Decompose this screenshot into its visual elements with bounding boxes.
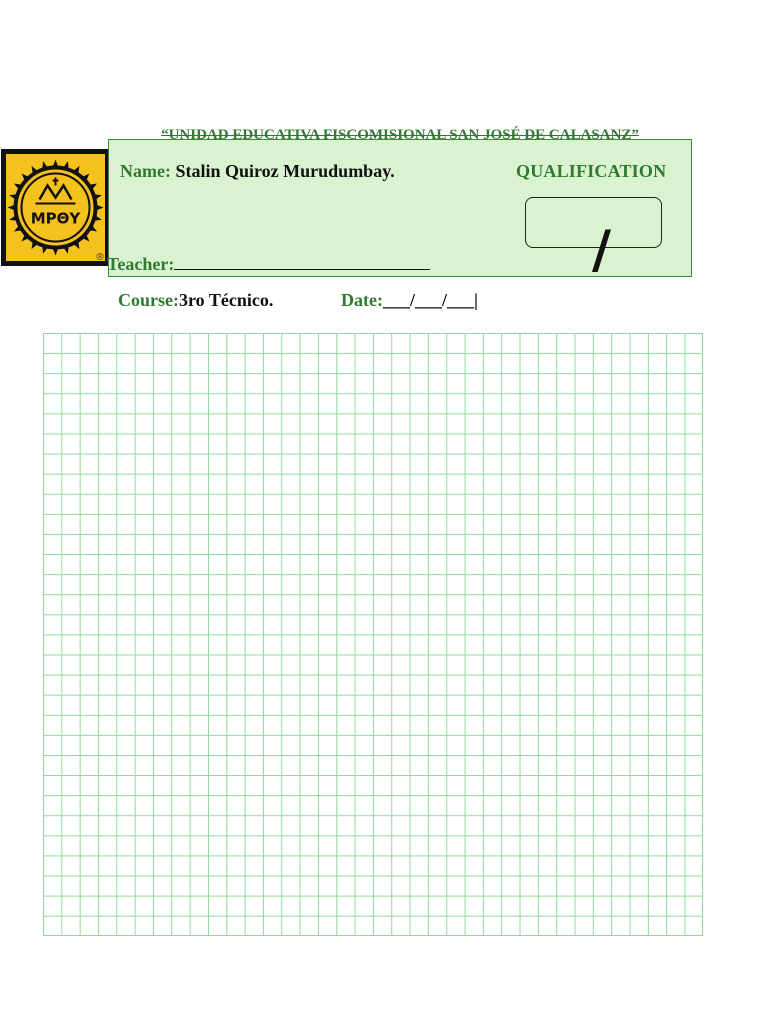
teacher-blank-line[interactable] <box>174 255 430 270</box>
teacher-label: Teacher: <box>107 254 175 274</box>
registered-mark: ® <box>95 252 105 263</box>
sunburst-emblem-icon <box>6 154 105 261</box>
qualification-slash: / <box>592 220 611 280</box>
name-row <box>120 161 395 182</box>
teacher-row <box>107 254 430 275</box>
graph-paper-grid <box>43 333 703 936</box>
date-row <box>341 290 478 311</box>
name-label: Name: <box>120 161 171 181</box>
student-name: Stalin Quiroz Murudumbay. <box>175 161 395 181</box>
date-blank[interactable]: ___/___/___| <box>382 290 478 310</box>
logo-monogram: MPΘY <box>30 209 81 228</box>
qualification-label: QUALIFICATION <box>516 161 667 181</box>
school-logo <box>1 149 110 266</box>
school-title: “UNIDAD EDUCATIVA FISCOMISIONAL SAN JOSÉ DE CALASANZ” <box>161 127 639 143</box>
course-label: Course: <box>118 290 179 310</box>
date-label: Date: <box>341 290 383 310</box>
course-value: 3ro Técnico. <box>179 290 274 310</box>
course-row <box>118 290 273 311</box>
